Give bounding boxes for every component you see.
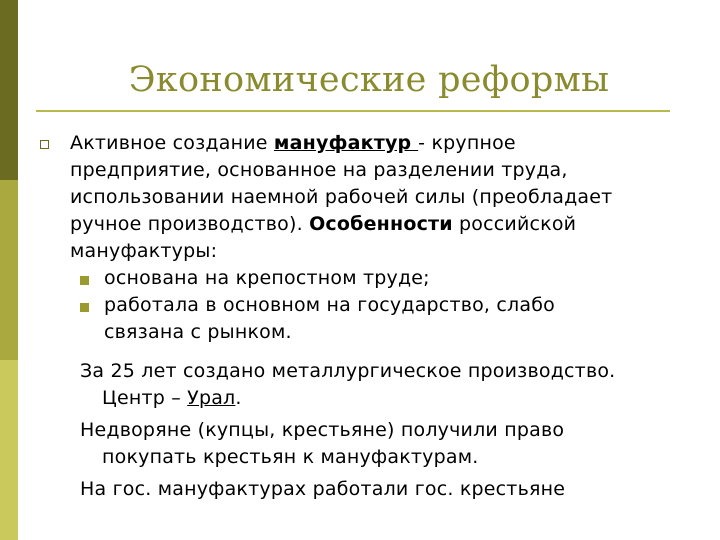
intro-line-3: использовании наемной рабочей силы (преобладает	[70, 186, 613, 208]
intro-line-1: Активное создание мануфактур - крупное	[70, 132, 516, 154]
filled-square-bullet-icon	[80, 303, 89, 312]
side-bar-segment-dark	[0, 0, 18, 180]
sub-bullet-1: основана на крепостном труде;	[104, 267, 430, 289]
intro-line-2: предприятие, основанное на разделении труда,	[70, 159, 568, 181]
title-underline-rule	[36, 110, 670, 112]
slide-title: Экономические реформы	[128, 60, 610, 100]
non-nobles-paragraph: Недворяне (купцы, крестьяне) получили право покупать крестьян к мануфактурам.	[80, 419, 565, 468]
hollow-square-bullet-icon	[40, 140, 49, 149]
intro-paragraph	[70, 130, 710, 265]
intro-line-5: мануфактуры:	[70, 240, 218, 262]
filled-square-bullet-icon	[80, 276, 89, 285]
features-term: Особенности	[309, 213, 453, 235]
manufactur-term: мануфактур	[273, 132, 419, 154]
intro-line-4: ручное производство). Особенности российской	[70, 213, 577, 235]
ural-link[interactable]: Урал	[187, 387, 236, 409]
side-accent-bar	[0, 0, 18, 540]
metallurgy-paragraph: За 25 лет создано металлургическое производство. Центр – Урал.	[80, 360, 616, 409]
sub-bullet-2: работала в основном на государство, слабо связана с рынком.	[104, 294, 555, 343]
state-peasants-paragraph: На гос. мануфактурах работали гос. крестьяне	[80, 478, 566, 500]
side-bar-segment-light	[0, 360, 18, 540]
side-bar-segment-mid	[0, 180, 18, 360]
